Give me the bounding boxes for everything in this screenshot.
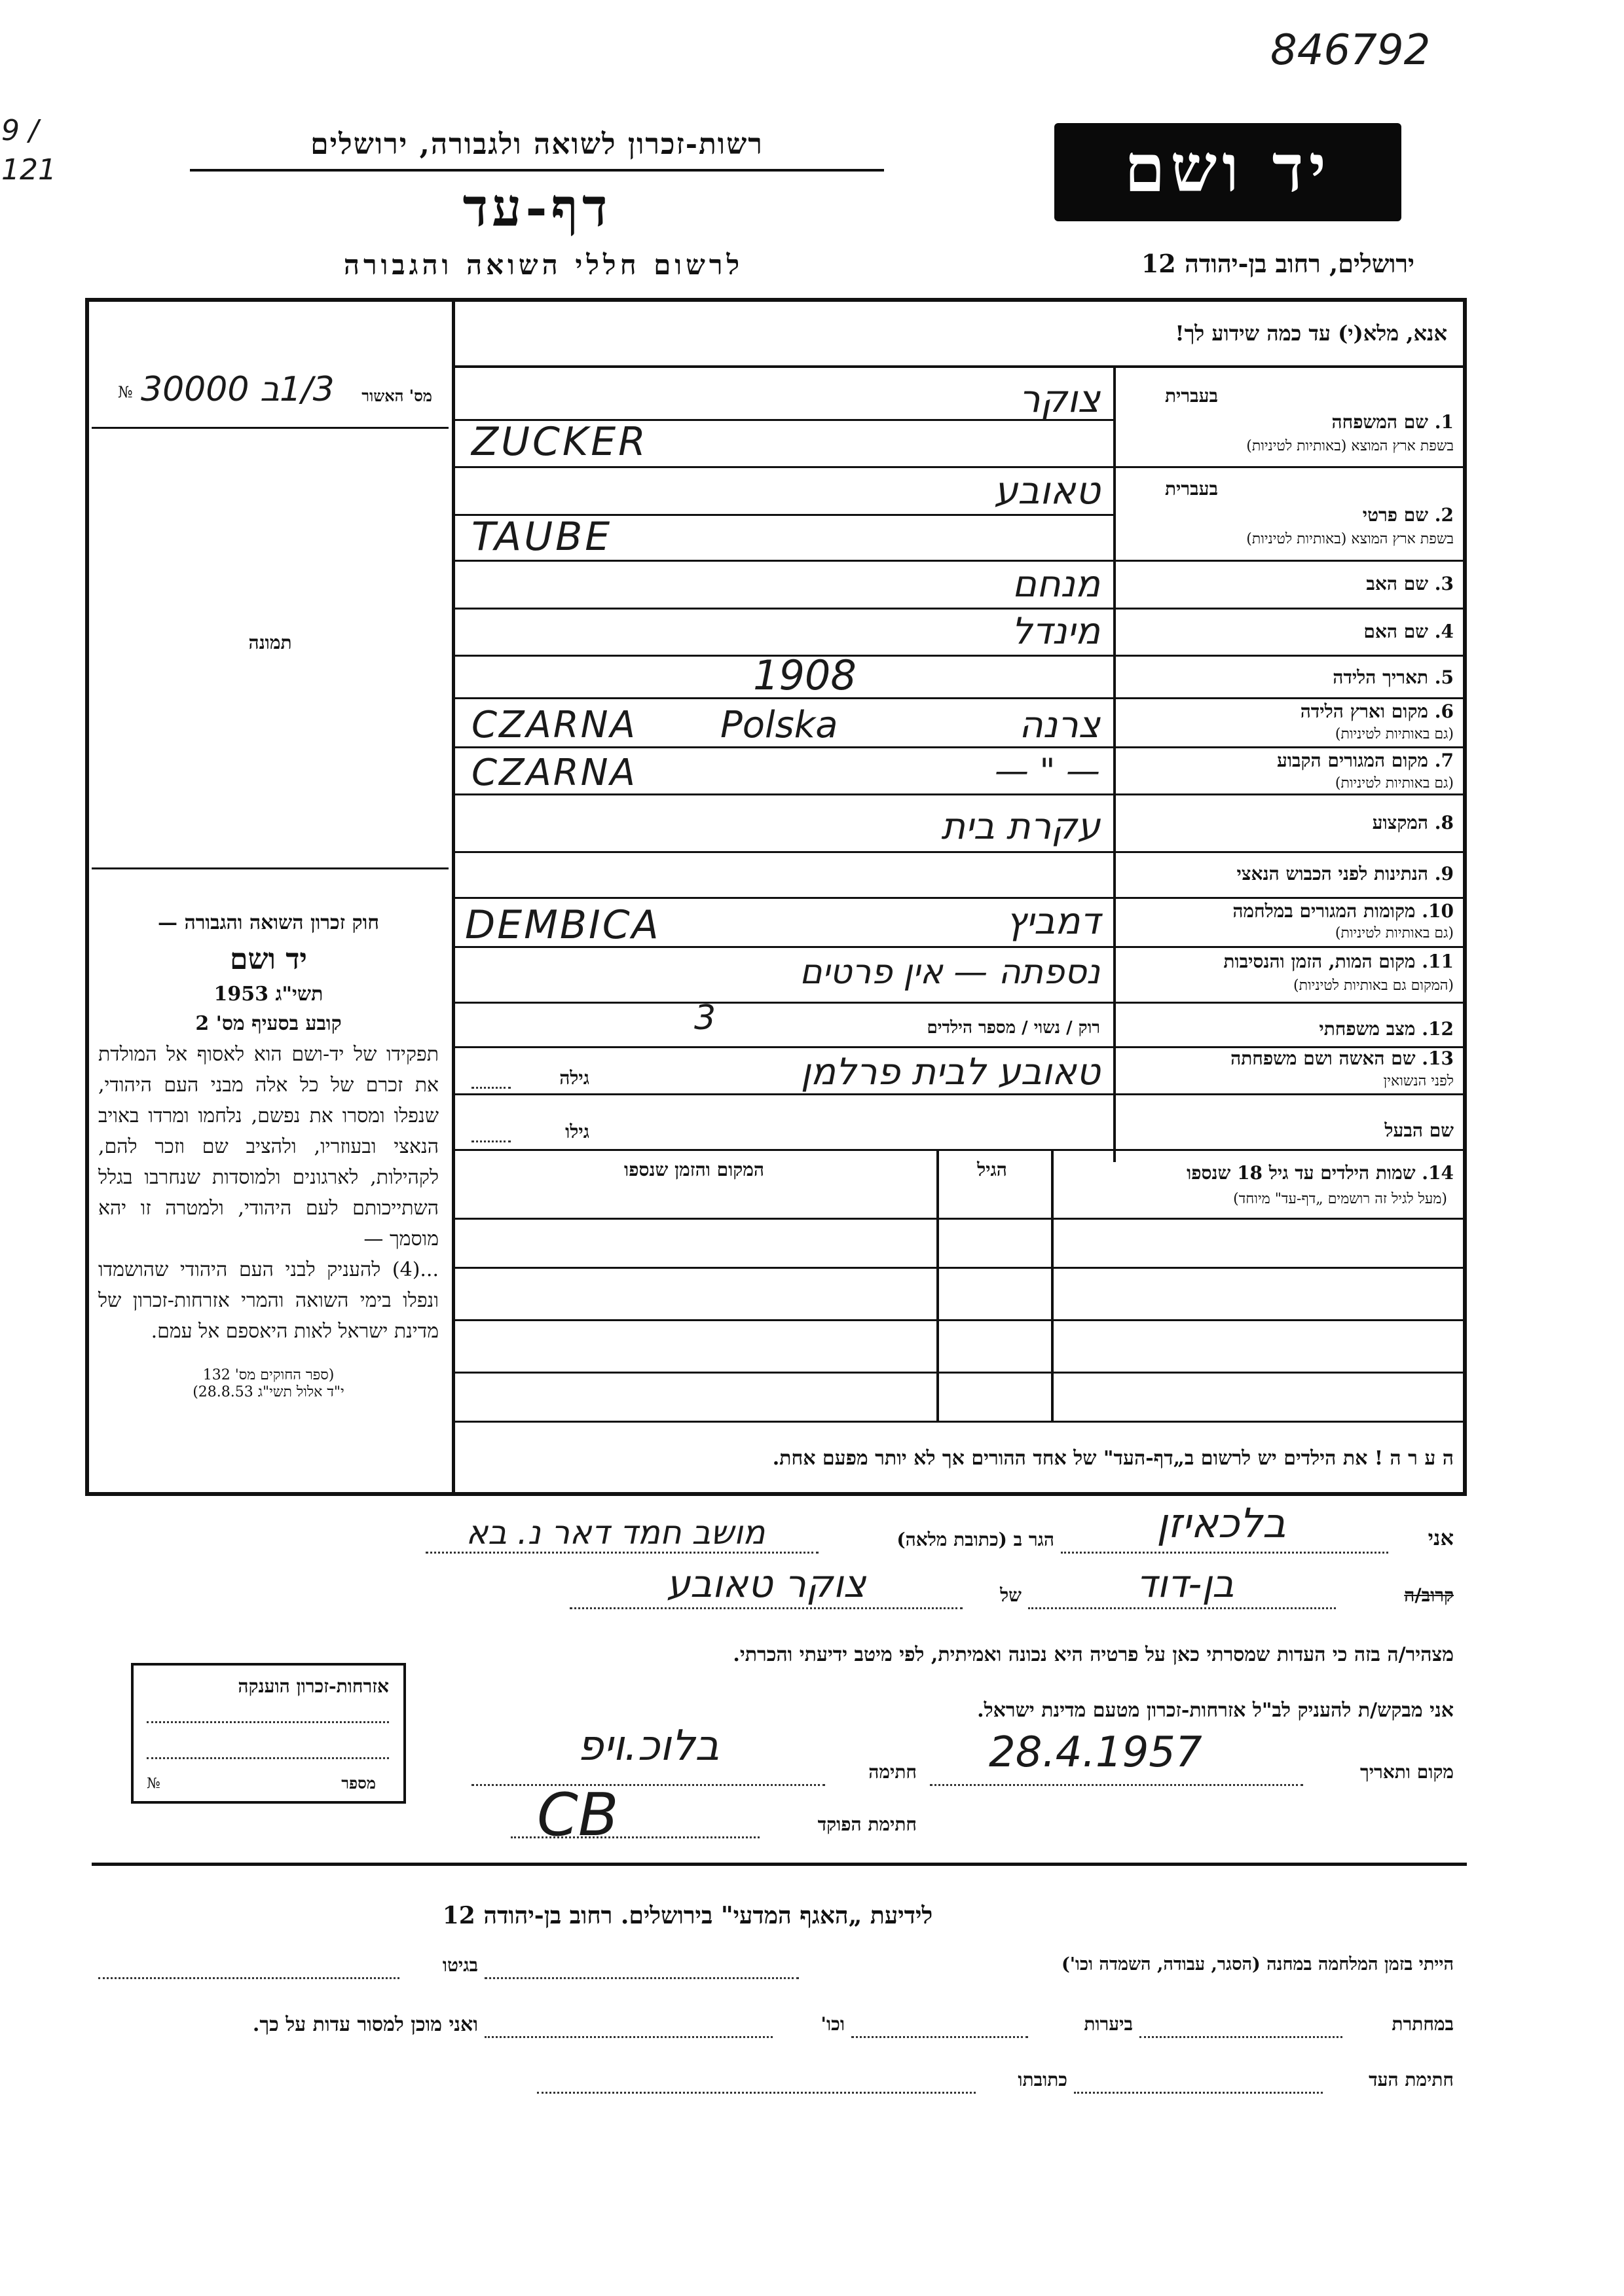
bottom-line1-dots-2 — [98, 1977, 399, 1979]
row-line-4 — [455, 655, 1467, 657]
bottom-line3-dots-2 — [537, 2092, 976, 2094]
f8-value: עקרת בית — [941, 805, 1100, 848]
f6-latin-place: CZARNA — [471, 704, 637, 746]
bottom-line1-a: הייתי בזמן המלחמה במחנה (הסגר, עבודה, השמדה וכו') — [1061, 1954, 1454, 1975]
of-name: צוקר טאובע — [666, 1561, 866, 1606]
children-row-3 — [455, 1372, 1467, 1374]
f6-label: 6. מקום וארץ הלידה — [1300, 701, 1454, 722]
citizenship-box-no: № — [147, 1776, 160, 1792]
signature-dots — [471, 1784, 825, 1786]
bottom-line3-dots-1 — [1074, 2092, 1323, 2094]
photo-label: תמונה — [248, 632, 292, 653]
bottom-line2-a: במחתרת — [1392, 2013, 1454, 2035]
f10-latin-value: DEMBICA — [465, 902, 661, 948]
row-line-13 — [455, 1093, 1467, 1095]
f2-sub: בשפת ארץ המוצא (באותיות לטיניות) — [1246, 531, 1454, 547]
bottom-line3-b: כתובתו — [1018, 2069, 1067, 2090]
law-section-ref: קובע בסעיף מס' 2 — [195, 1012, 342, 1035]
citizenship-box — [131, 1663, 406, 1804]
f1-hebrew-label: בעברית — [1164, 385, 1218, 407]
approval-underline — [92, 427, 449, 429]
citizenship-box-title: אזרחות-זכרון הוענקה — [238, 1675, 389, 1697]
f13-sub: לפני הנשואין — [1383, 1073, 1454, 1089]
bottom-line2-dots-2 — [851, 2036, 1028, 2038]
bottom-line2-dots-3 — [485, 2036, 773, 2038]
f2-hebrew-value: טאובע — [993, 468, 1100, 513]
bottom-title: לידיעת „האגף המדעי" בירושלים. רחוב בן-יהודה 12 — [442, 1902, 933, 1929]
bottom-line2-d: ואני מוכן למסור עדות על כך. — [252, 2013, 478, 2036]
yad-vashem-logo — [1054, 123, 1401, 221]
place-date-dots — [930, 1784, 1303, 1786]
f3-label: 3. שם האב — [1366, 573, 1454, 594]
bottom-line1-b: בגיטו — [442, 1954, 478, 1976]
f6-hebrew-value: צרנה — [1019, 704, 1100, 746]
of-label: של — [1000, 1584, 1022, 1606]
approval-label: מס' האשור — [361, 386, 432, 405]
f13-age-dots — [471, 1087, 511, 1089]
children-row-2 — [455, 1319, 1467, 1321]
f14-place-header: המקום והזמן שנספו — [624, 1159, 764, 1180]
f10-label: 10. מקומות המגורים במלחמה — [1232, 900, 1454, 922]
f6-latin-country: Polska — [720, 704, 838, 746]
f10-hebrew-value: דמביץ — [1006, 900, 1100, 943]
f13-age-label: גילה — [559, 1067, 589, 1089]
residing-label: הגר ב (כתובת מלאה) — [896, 1529, 1054, 1550]
signature-label: חתימה — [868, 1761, 917, 1783]
bottom-line2-dots-1 — [1139, 2036, 1342, 2038]
husband-age-label: גילו — [565, 1121, 589, 1142]
f8-label: 8. המקצוע — [1372, 812, 1454, 833]
law-reference-1: (ספר החוקים מס' 132 — [202, 1367, 335, 1383]
bottom-line1-dots-1 — [485, 1977, 799, 1979]
request: אני מבקש/ת להעניק לב"ל אזרחות-זכרון מטעם מדינת ישראל. — [977, 1699, 1454, 1722]
date-value: 28.4.1957 — [989, 1728, 1202, 1777]
f7-latin-value: CZARNA — [471, 752, 637, 794]
f7-label: 7. מקום המגורים הקבוע — [1277, 750, 1454, 771]
f7-hebrew-value: — " — — [995, 752, 1100, 791]
f11-value: נספתה — אין פרטים — [799, 953, 1100, 992]
f14-label: 14. שמות הילדים עד גיל 18 שנספו — [1187, 1162, 1454, 1184]
f1-latin-value: ZUCKER — [471, 419, 648, 465]
header — [0, 0, 1624, 295]
bottom-line2-c: וכו' — [821, 2013, 845, 2035]
archive-number: 846792 — [1270, 26, 1431, 75]
law-section — [98, 907, 439, 1400]
f1-hebrew-value: צוקר — [1018, 376, 1100, 421]
citizenship-box-number: מספר — [341, 1774, 376, 1793]
f4-value: מינדל — [1011, 610, 1100, 653]
law-name: יד ושם — [230, 943, 307, 976]
bottom-line3-a: חתימת העד — [1369, 2069, 1454, 2090]
statement: מצהיר/ה בזה כי העדות שמסרתי כאן על פרטיה היא נכונה ואמיתית, לפי מיטב ידיעתי והכרתי. — [733, 1643, 1454, 1666]
logo-text: יד ושם — [1124, 130, 1331, 207]
photo-area — [92, 432, 449, 864]
place-date-label: מקום ותאריך — [1359, 1761, 1454, 1783]
row-line-6 — [455, 746, 1467, 748]
children-note: ה ע ר ה ! את הילדים יש לרשום ב„דף-העד" של אחד ההורים אך לא יותר מפעם אחת. — [772, 1447, 1454, 1470]
citizenship-box-dots-2 — [147, 1757, 389, 1759]
address: ירושלים, רחוב בן-יהודה 12 — [1141, 249, 1414, 278]
relative-label: קרוב/ה — [1404, 1584, 1454, 1606]
row-line-2 — [455, 560, 1467, 562]
husband-label: שם הבעל — [1384, 1120, 1454, 1141]
intro-separator — [452, 365, 1467, 368]
f12-children-value: 3 — [694, 998, 716, 1038]
children-col-1 — [936, 1149, 939, 1421]
children-row-1 — [455, 1267, 1467, 1269]
children-header-line — [455, 1218, 1467, 1220]
law-text: תפקידו של יד-ושם הוא לאסוף אל המולדת את זכרם של כל אלה מבני העם היהודי, שנפלו ומסרו את נפשם, נלחמו ומרדו באויב הנאצי ובעוזריו, ולהציב שם וזכר להם, לקהילות, לארגונים ולמוסדות שנחרבו בגלל השתייכותם לעם היהודי, ולמטרה זו יהא מוסמך — — [98, 1043, 439, 1250]
f2-label: 2. שם פרטי — [1362, 504, 1454, 526]
f13-value: טאובע לבית פרלמן — [800, 1051, 1100, 1093]
f6-sub: (גם באותיות לטיניות) — [1335, 726, 1454, 742]
f11-label: 11. מקום המות, הזמן והנסיבות — [1223, 951, 1454, 972]
approval-box — [92, 367, 445, 432]
margin-marks: 9 / 121 — [1, 114, 56, 187]
f13-label: 13. שם האשה ושם משפחתה — [1230, 1048, 1454, 1069]
f11-sub: (המקום גם באותיות לטיניות) — [1293, 977, 1454, 994]
residing-dots — [426, 1552, 819, 1554]
bottom-line2-b: ביערות — [1084, 2013, 1133, 2035]
photo-bottom — [92, 867, 449, 869]
row-line-11 — [455, 1002, 1467, 1004]
f12-options: רוק / נשוי / מספר הילדים — [927, 1018, 1100, 1038]
declaration-name-dots — [1061, 1552, 1388, 1554]
f2-latin-value: TAUBE — [471, 514, 613, 560]
officer-label: חתימת הפוקד — [817, 1813, 917, 1835]
of-dots — [570, 1607, 963, 1609]
row-line-3 — [455, 608, 1467, 610]
law-reference-2: י"ד אלול תשי"ג 28.8.53) — [193, 1384, 344, 1400]
row-line-9 — [455, 897, 1467, 899]
residing-address: מושב חמד דאר נ. בא — [466, 1514, 766, 1552]
law-title: חוק זכרון השואה והגבורה — — [158, 911, 379, 934]
authority-name: רשות-זכרון לשואה ולגבורה, ירושלים — [310, 128, 764, 161]
law-clause: ...(4) להעניק לבני העם היהודי שהושמדו ונפלו בימי השואה והמרי אזרחות-זכרון של מדינת ישראל לאות היאספם אל עמם. — [98, 1258, 439, 1343]
law-year: תשי"ג 1953 — [213, 983, 323, 1006]
approval-no-sign: № — [118, 383, 133, 401]
form-subtitle: לרשום חללי השואה והגבורה — [343, 249, 744, 281]
declaration-ani: אני — [1428, 1525, 1454, 1550]
citizenship-box-dots-1 — [147, 1721, 389, 1723]
authority-underline — [190, 169, 884, 172]
f5-value: 1908 — [753, 651, 857, 699]
bottom-separator — [92, 1863, 1467, 1866]
f9-label: 9. הנתינות לפני הכבוש הנאצי — [1236, 863, 1454, 884]
f1-sub: בשפת ארץ המוצא (באותיות לטיניות) — [1246, 438, 1454, 454]
row-line-5 — [455, 697, 1467, 699]
relation-dots — [1028, 1607, 1336, 1609]
f14-age-header: הגיל — [977, 1159, 1007, 1180]
f5-label: 5. תאריך הלידה — [1333, 666, 1454, 688]
f10-sub: (גם באותיות לטיניות) — [1335, 925, 1454, 941]
declarant-name: בלכאיזן — [1156, 1499, 1286, 1547]
husband-age-dots — [471, 1140, 511, 1142]
signature: בלוכ.ויפ — [577, 1722, 720, 1770]
approval-number: 1/3ב 30000 — [141, 370, 335, 409]
row-line-8 — [455, 851, 1467, 853]
f1-label: 1. שם המשפחה — [1331, 411, 1454, 433]
f12-label: 12. מצב משפחתי — [1319, 1018, 1454, 1040]
intro-text: אנא, מלא(י) עד כמה שידוע לך! — [1175, 321, 1447, 346]
f4-label: 4. שם האם — [1363, 621, 1454, 642]
row-line-13b — [455, 1149, 1467, 1151]
children-row-4 — [455, 1421, 1467, 1423]
f7-sub: (גם באותיות לטיניות) — [1335, 775, 1454, 792]
f2-hebrew-label: בעברית — [1164, 478, 1218, 500]
form-title: דף-עד — [462, 177, 612, 238]
officer-signature: CB — [537, 1781, 619, 1850]
relation-value: בן-דוד — [1136, 1561, 1234, 1606]
f14-sub: (מעל לגיל זה רושמים „דף-עד" מיוחד) — [1233, 1191, 1447, 1207]
f3-value: מנחם — [1012, 563, 1100, 606]
label-divider — [1113, 367, 1116, 1162]
children-col-2 — [1051, 1149, 1054, 1421]
